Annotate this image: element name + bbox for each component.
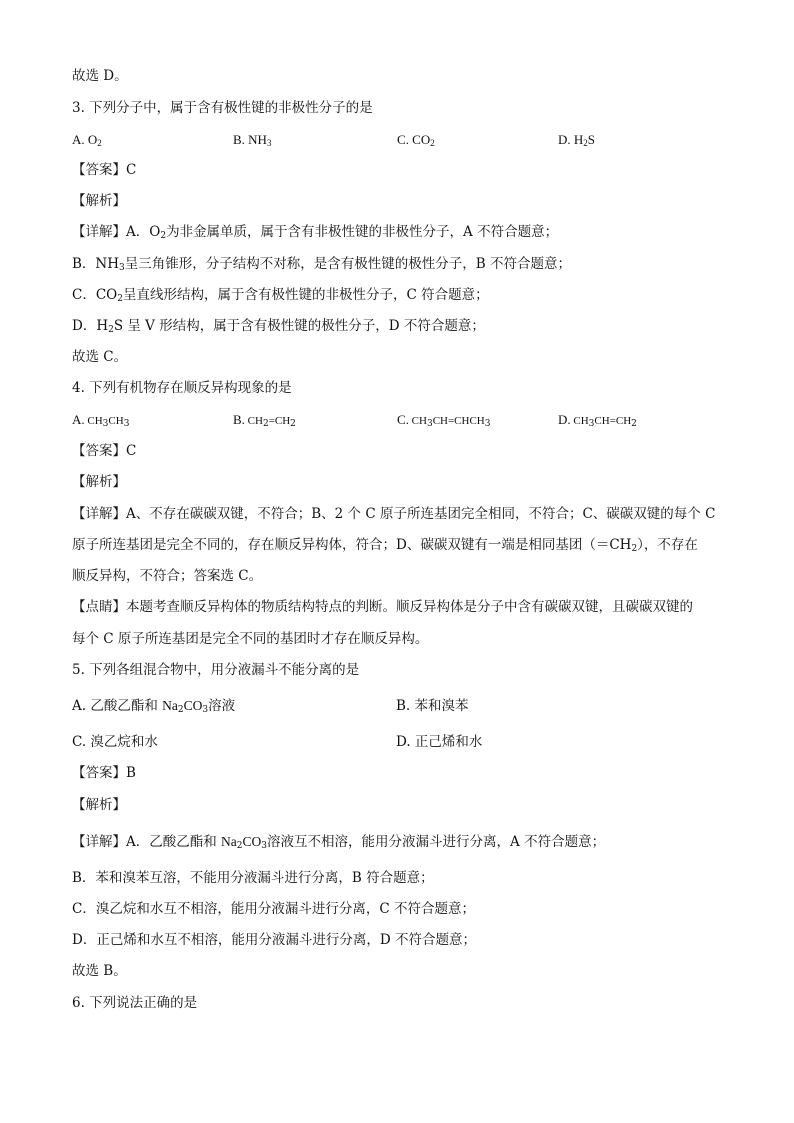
q3-analysis-heading: 【解析】 xyxy=(72,193,126,209)
q5-detail-d: D．正己烯和水互不相溶，能用分液漏斗进行分离，D 不符合题意； xyxy=(72,932,476,948)
q3-option-b: B. $NH_3$ xyxy=(233,132,272,148)
q3-detail-a: 【详解】A．$O_2$为非金属单质，属于含有非极性键的非极性分子，A 不符合题意； xyxy=(72,224,559,241)
q2-conclusion: 故选 D。 xyxy=(72,68,128,84)
q4-option-c: C. $CH_3CH=CHCH_3$ xyxy=(397,412,491,429)
q5-detail-c: C．溴乙烷和水互不相溶，能用分液漏斗进行分离，C 不符合题意； xyxy=(72,901,475,917)
q3-detail-b: B．$NH_3$呈三角锥形，分子结构不对称，是含有极性键的极性分子，B 不符合题意； xyxy=(72,256,571,273)
q3-option-d: D. $H_2S$ xyxy=(558,132,596,148)
q3-detail-d: D．$H_2S$ 呈 V 形结构，属于含有极性键的极性分子，D 不符合题意； xyxy=(72,318,485,335)
q5-stem: 5. 下列各组混合物中，用分液漏斗不能分离的是 xyxy=(72,662,360,678)
q5-conclusion: 故选 B。 xyxy=(72,963,127,979)
q4-stem: 4. 下列有机物存在顺反异构现象的是 xyxy=(72,380,292,396)
q4-detail-line1: 【详解】A、不存在碳碳双键，不符合；B、2 个 C 原子所连基团完全相同，不符合；C、碳碳双键的每个 C xyxy=(72,506,716,522)
q4-comment-line1: 【点睛】本题考查顺反异构体的物质结构特点的判断。顺反异构体是分子中含有碳碳双键，且碳碳双键的 xyxy=(72,599,693,615)
q3-detail-c: C．$CO_2$呈直线形结构，属于含有极性键的非极性分子，C 符合题意； xyxy=(72,287,489,304)
q5-option-a: A. 乙酸乙酯和 $Na_2CO_3$溶液 xyxy=(72,698,236,715)
q3-stem: 3. 下列分子中，属于含有极性键的非极性分子的是 xyxy=(72,100,373,116)
q5-detail-b: B．苯和溴苯互溶，不能用分液漏斗进行分离，B 符合题意； xyxy=(72,870,434,886)
q4-comment-line2: 每个 C 原子所连基团是完全不同的基团时才存在顺反异构。 xyxy=(72,631,429,647)
q6-stem: 6. 下列说法正确的是 xyxy=(72,995,198,1011)
q4-option-a: A. $CH_3CH_3$ xyxy=(72,412,130,429)
q4-analysis-heading: 【解析】 xyxy=(72,474,126,490)
q5-option-d: D. 正己烯和水 xyxy=(396,734,483,750)
q3-answer: 【答案】C xyxy=(72,162,137,178)
q5-option-c: C. 溴乙烷和水 xyxy=(72,734,158,750)
q5-analysis-heading: 【解析】 xyxy=(72,797,126,813)
q4-option-d: D. $CH_3CH=CH_2$ xyxy=(558,412,637,429)
q4-answer: 【答案】C xyxy=(72,443,137,459)
q4-detail-line2: 原子所连基团是完全不同的，存在顺反异构体，符合；D、碳碳双键有一端是相同基团$(=CH_2)$，不存在 xyxy=(72,537,698,554)
q5-option-b: B. 苯和溴苯 xyxy=(396,698,469,714)
q5-detail-a: 【详解】A．乙酸乙酯和 $Na_2CO_3$溶液互不相溶，能用分液漏斗进行分离，A 不符合题意； xyxy=(72,834,606,851)
q3-option-a: A. $O_2$ xyxy=(72,132,102,148)
q3-conclusion: 故选 C。 xyxy=(72,349,128,365)
q5-answer: 【答案】B xyxy=(72,765,136,781)
q4-option-b: B. $CH_2=CH_2$ xyxy=(233,412,296,429)
q3-option-c: C. $CO_2$ xyxy=(397,132,435,148)
q4-detail-line3: 顺反异构，不符合；答案选 C。 xyxy=(72,568,263,584)
